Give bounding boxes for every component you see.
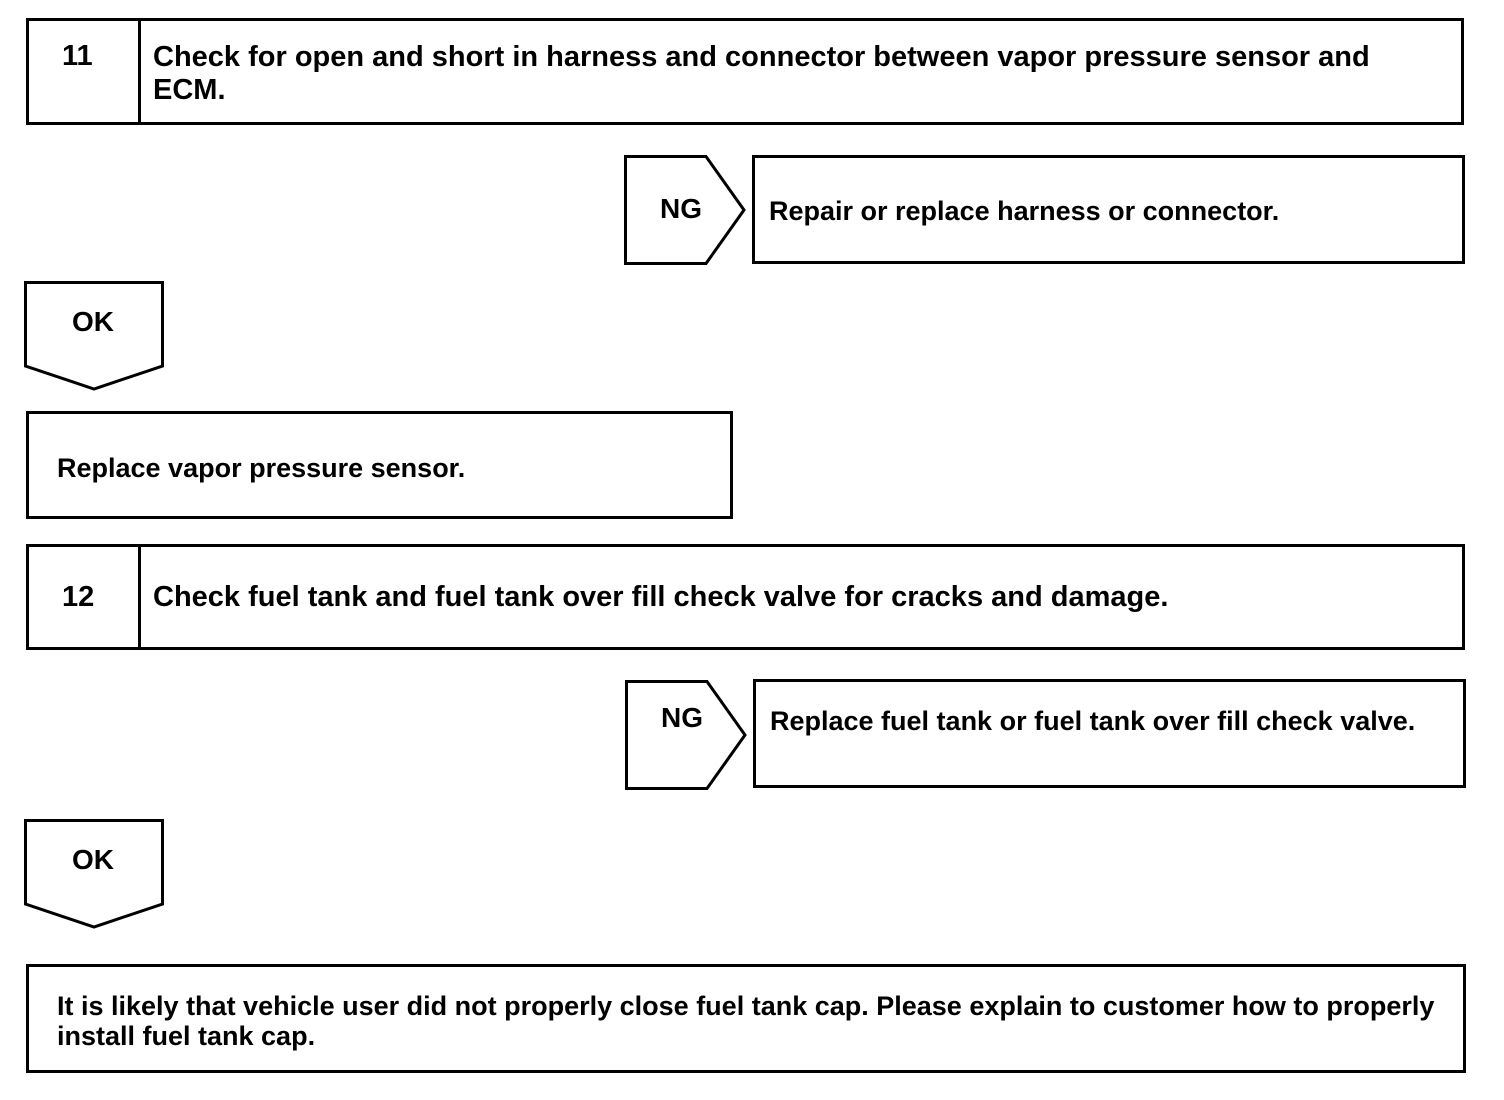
step-11-ng-label: NG xyxy=(660,193,702,224)
step-12-ng-action-box xyxy=(753,679,1466,788)
step-12-number: 12 xyxy=(62,581,95,613)
step-12-ng-arrow xyxy=(625,680,750,790)
step-12-box xyxy=(26,544,1465,650)
step-12-ok-label: OK xyxy=(72,844,114,875)
step-11-ok-label: OK xyxy=(72,306,114,337)
step-12-text: Check fuel tank and fuel tank over fill check valve for cracks and damage. xyxy=(153,581,1169,613)
step-11-ok-action-box xyxy=(26,411,733,519)
step-11-text: Check for open and short in harness and connector between vapor pressure sensor and ECM. xyxy=(153,41,1370,106)
step-11-ok-action-text: Replace vapor pressure sensor. xyxy=(57,453,466,483)
step-11-box xyxy=(26,18,1464,125)
step-12-ng-action-text: Replace fuel tank or fuel tank over fill check valve. xyxy=(770,706,1416,736)
step-12-ng-label: NG xyxy=(661,702,703,733)
step-12-number-cell xyxy=(29,547,141,647)
step-12-ok-action-box xyxy=(26,964,1466,1073)
step-11-number: 11 xyxy=(62,40,93,72)
step-11-number-cell xyxy=(29,21,141,122)
step-11-ng-action-box xyxy=(752,155,1465,264)
step-12-ok-action-text: It is likely that vehicle user did not properly close fuel tank cap. Please explain to customer how to properly install fuel tank cap. xyxy=(57,991,1435,1051)
step-11-ng-action-text: Repair or replace harness or connector. xyxy=(769,196,1280,226)
